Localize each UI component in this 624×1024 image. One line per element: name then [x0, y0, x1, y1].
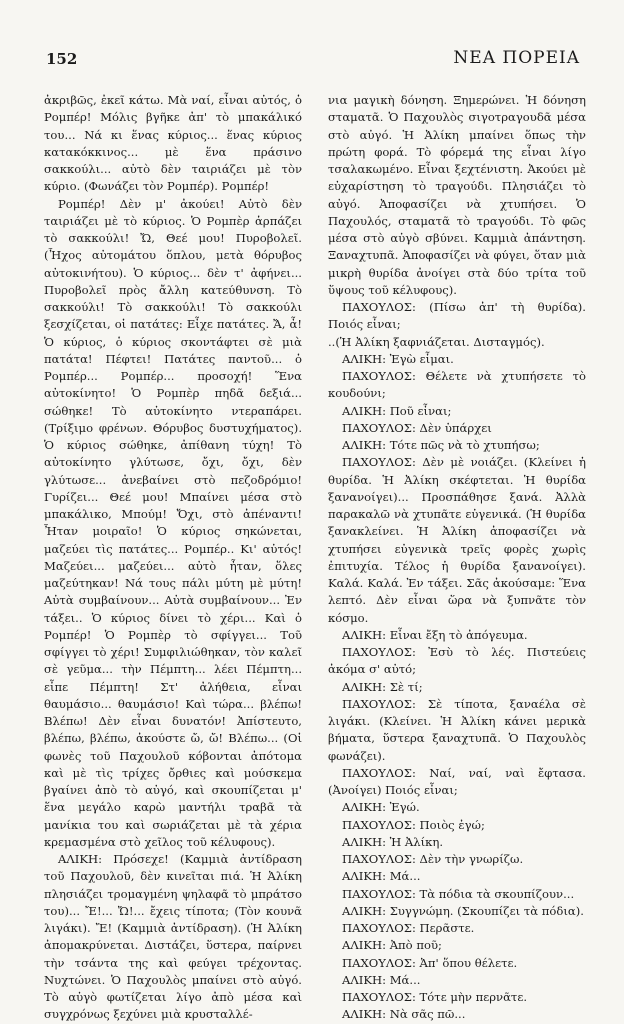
dialogue-line: ΠΑΧΟΥΛΟΣ: Δὲν τὴν γνωρίζω.: [342, 852, 524, 866]
dialogue-line: ΠΑΧΟΥΛΟΣ: Θέλετε νὰ χτυπήσετε τὸ κουδούνι;: [328, 369, 586, 401]
dialogue-line: ΠΑΧΟΥΛΟΣ: Δὲν ὑπάρχει: [342, 420, 492, 435]
paragraph: ἀκριβῶς, ἐκεῖ κάτω. Μὰ ναί, εἶναι αὐτός, ὁ Ρομπέρ! Μόλις βγῆκε ἀπ' τὸ μπακάλικό του... Νά κι ἕνας κύριος... ἕνας κύριος κατακόκκινος... μὲ ἕνα πράσινο σακκούλι... αὐτὸ δὲν ταιριάζει μὲ τὸν κύριο. (Φωνάζει τὸν Ρομπέρ). Ρομπέρ!: [44, 93, 302, 194]
right-column: [328, 92, 586, 1024]
dialogue-line: ΑΛΙΚΗ: Μά...: [342, 972, 421, 987]
dialogue-line: ΠΑΧΟΥΛΟΣ: Δὲν μὲ νοιάζει. (Κλείνει ἡ θυρίδα. Ἡ Ἀλίκη σκέφτεται. Ἡ θυρίδα ξανανοίγει)... Προσπάθησε ξανά. Ἀλλὰ παρακαλῶ νὰ χτυπᾶτε εὐγενικά. (Ἡ θυρίδα ξανακλείνει. Ἡ Ἀλίκη ἀποφασίζει νὰ χτυπήσει εὐγενικὰ τρεῖς φορὲς χωρὶς ἐπιτυχία. Τέλος ἡ θυρίδα ξανανοίγει). Καλά. Καλά. Ἐν τάξει. Σᾶς ἀκούσαμε: Ἕνα λεπτό. Δὲν εἶναι ὥρα νὰ ξυπνᾶτε τὸν κόσμο.: [328, 455, 586, 625]
dialogue-line: ΑΛΙΚΗ: Ἡ Ἀλίκη.: [342, 834, 444, 849]
dialogue-line: ΑΛΙΚΗ: Συγγνώμη. (Σκουπίζει τὰ πόδια).: [342, 903, 584, 918]
dialogue-line: ΠΑΧΟΥΛΟΣ: Σὲ τίποτα, ξαναέλα σὲ λιγάκι. (Κλείνει. Ἡ Ἀλίκη κάνει μερικὰ βήματα, ὕστερα ξαναχτυπᾶ. Ὁ Παχουλὸς φωνάζει).: [328, 696, 586, 763]
dialogue-line: ΑΛΙΚΗ: Τότε πῶς νὰ τὸ χτυπήσω;: [342, 438, 540, 452]
dialogue-line: ΠΑΧΟΥΛΟΣ: Περᾶστε.: [342, 921, 475, 935]
dialogue-line: ΑΛΙΚΗ: Ἀπὸ ποῦ;: [342, 938, 442, 953]
dialogue-line: ΑΛΙΚΗ: Σὲ τί;: [342, 679, 423, 694]
dialogue-line: ΠΑΧΟΥΛΟΣ: Ἀπ' ὅπου θέλετε.: [342, 955, 518, 970]
running-title: ΝΕΑ ΠΟΡΕΙΑ: [453, 48, 580, 68]
dialogue-line: ΑΛΙΚΗ: Μά...: [342, 869, 421, 884]
left-column: [44, 92, 302, 1024]
dialogue-line: ΑΛΙΚΗ: Νὰ σᾶς πῶ...: [342, 1007, 466, 1022]
dialogue-line: ΑΛΙΚΗ: Ἐγώ.: [342, 800, 420, 815]
dialogue-line: ΑΛΙΚΗ: Εἶναι ἔξη τὸ ἀπόγευμα.: [342, 627, 528, 642]
dialogue-line: ΑΛΙΚΗ: Ποῦ εἶναι;: [342, 403, 452, 418]
dialogue-line: ΠΑΧΟΥΛΟΣ: Τὰ πόδια τὰ σκουπίζουν...: [342, 886, 575, 901]
dialogue-line: ΠΑΧΟΥΛΟΣ: Ποιὸς ἐγώ;: [342, 817, 485, 832]
dialogue-line: ΠΑΧΟΥΛΟΣ: (Πίσω ἀπ' τὴ θυρίδα). Ποιός εἶναι;: [328, 300, 586, 332]
paragraph: ΑΛΙΚΗ: Πρόσεχε! (Καμμιὰ ἀντίδραση τοῦ Παχουλοῦ, δὲν κινεῖται πιά. Ἡ Ἀλίκη πλησιάζει τρομαγμένη ψηλαφᾶ τὸ μπράτσο του)... Ἔ!... Ὤ!... ἔχεις τίποτα; (Τὸν κουνᾶ λιγάκι). Ἔ! (Καμμιὰ ἀντίδραση). (Ἡ Ἀλίκη ἀπομακρύνεται. Διστάζει, ὕστερα, παίρνει τὴν τσάντα της καὶ φεύγει τρέχοντας. Νυχτώνει. Ὁ Παχουλὸς μπαίνει στὸ αὐγό. Τὸ αὐγὸ φωτίζεται λίγο ἀπὸ μέσα καὶ συγχρόνως ξεχύνει μιὰ κρυσταλλέ-: [44, 852, 302, 1022]
dialogue-line: ΠΑΧΟΥΛΟΣ: Ἐσὺ τὸ λές. Πιστεύεις ἀκόμα σ' αὐτό;: [328, 645, 586, 677]
page-header: [46, 44, 580, 78]
dialogue-line: ΠΑΧΟΥΛΟΣ: Τότε μὴν περνᾶτε.: [342, 990, 528, 1004]
page-number: 152: [46, 50, 78, 68]
paragraph: νια μαγικὴ δόνηση. Ξημερώνει. Ἡ δόνηση σταματᾶ. Ὁ Παχουλὸς σιγοτραγουδᾶ μέσα στὸ αὐγό. Ἡ Ἀλίκη μπαίνει ὅπως τὴν πρώτη φορά. Τὸ φόρεμά της εἶναι λίγο τσαλακωμένο. Εἶναι ξεχτένιστη. Ἀκούει μὲ εὐχαρίστηση τὸ τραγούδι. Πλησιάζει τὸ αὐγό. Ἀποφασίζει νὰ χτυπήσει. Ὁ Παχουλός, σταματᾶ τὸ τραγούδι. Τὸ φῶς μέσα στὸ αὐγὸ σβύνει. Καμμιὰ ἀπάντηση. Ξαναχτυπᾶ. Ἀποφασίζει νὰ φύγει, ὅταν μιὰ μικρὴ θυρίδα ἀνοίγει στὰ δύο τρίτα τοῦ ὕψους τοῦ κέλυφους).: [328, 93, 586, 297]
dialogue-line: ΑΛΙΚΗ: Ἐγὼ εἶμαι.: [342, 351, 454, 366]
text-columns: [44, 92, 586, 1022]
stage-direction: ..(Ἡ Ἀλίκη ξαφνιάζεται. Δισταγμός).: [328, 334, 545, 349]
dialogue-line: ΠΑΧΟΥΛΟΣ: Ναί, ναί, ναὶ ἔφτασα. (Ἀνοίγει) Ποιός εἶναι;: [328, 765, 586, 797]
paragraph: Ρομπέρ! Δὲν μ' ἀκούει! Αὐτὸ δὲν ταιριάζει μὲ τὸ κύριος. Ὁ Ρομπὲρ ἁρπάζει τὸ σακκούλι! Ὤ, Θεέ μου! Πυροβολεῖ. (Ἦχος αὐτομάτου ὅπλου, μετὰ θόρυβος αὐτοκινήτου). Ὁ κύριος... δὲν τ' ἀφήνει... Πυροβολεῖ πρὸς ἄλλη κατεύθυνση. Τὸ σακκούλι! Τὸ σακκούλι! Τὸ σακκούλι ξεσχίζεται, οἱ πατάτες: Εἶχε πατάτες. Ἄ, ἆ! Ὁ κύριος, ὁ κύριος σκοντάφτει σὲ μιὰ πατάτα! Πέφτει! Πατάτες παντοῦ... ὁ Ρομπέρ... Ρομπέρ... προσοχή! Ἕνα αὐτοκίνητο! Ὁ Ρομπὲρ πηδᾶ δεξιά... σώθηκε! Τὸ αὐτοκίνητο ντεραπάρει. (Τρίξιμο φρένων. Θόρυβος δυστυχήματος). Ὁ κύριος σώθηκε, ἀπίθανη τύχη! Τὸ αὐτοκίνητο γλύτωσε, ὄχι, ὄχι, δὲν γλύτωσε... ἀνεβαίνει στὸ πεζοδρόμιο! Γυρίζει... Θεέ μου! Μπαίνει μέσα στὸ μπακάλικο, Μπούμ! Ὄχι, στὸ ἀπέναντι! Ἦταν μοιραῖο! Ὁ κύριος σηκώνεται, μαζεύει τὶς πατάτες... Ρομπέρ.. Κι' αὐτός! Μαζεύει... μαζεύει... αὐτὸ ἦταν, ὅλες μαζεύτηκαν! Νά τους πάλι μύτη μὲ μύτη! Αὐτὰ συμβαίνουν... Αὐτὰ συμβαίνουν... Ἐν τάξει.. Ὁ κύριος δίνει τὸ χέρι... Καὶ ὁ Ρομπέρ! Ὁ Ρομπὲρ τὸ σφίγγει... Τοῦ σφίγγει τὸ χέρι! Συμφιλιώθηκαν, τὸν καλεῖ σὲ γεῦμα... τὴν Πέμπτη... λέει Πέμπτη... εἶπε Πέμπτη! Στ' ἀλήθεια, εἶναι θαυμάσιο... θαυμάσιο! Καὶ τώρα... βλέπω! Βλέπω! Δὲν εἶναι δυνατόν! Ἀπίστευτο, βλέπω, βλέπω, ἀκούστε ὤ, ὤ! Βλέπω... (Οἱ φωνὲς τοῦ Παχουλοῦ κόβονται ἀπότομα καὶ μὲ τὶς τρίχες ὄρθιες καὶ μούσκεμα βγαίνει ἀπὸ τὸ αὐγό, καὶ σκουπίζεται μ' ἕνα μεγάλο καρὼ μαντήλι τραβᾶ τὰ μανίκια του καὶ σωριάζεται μὲ τὰ χέρια κρεμασμένα στὸ χεῖλος τοῦ κέλυφους).: [44, 196, 302, 849]
